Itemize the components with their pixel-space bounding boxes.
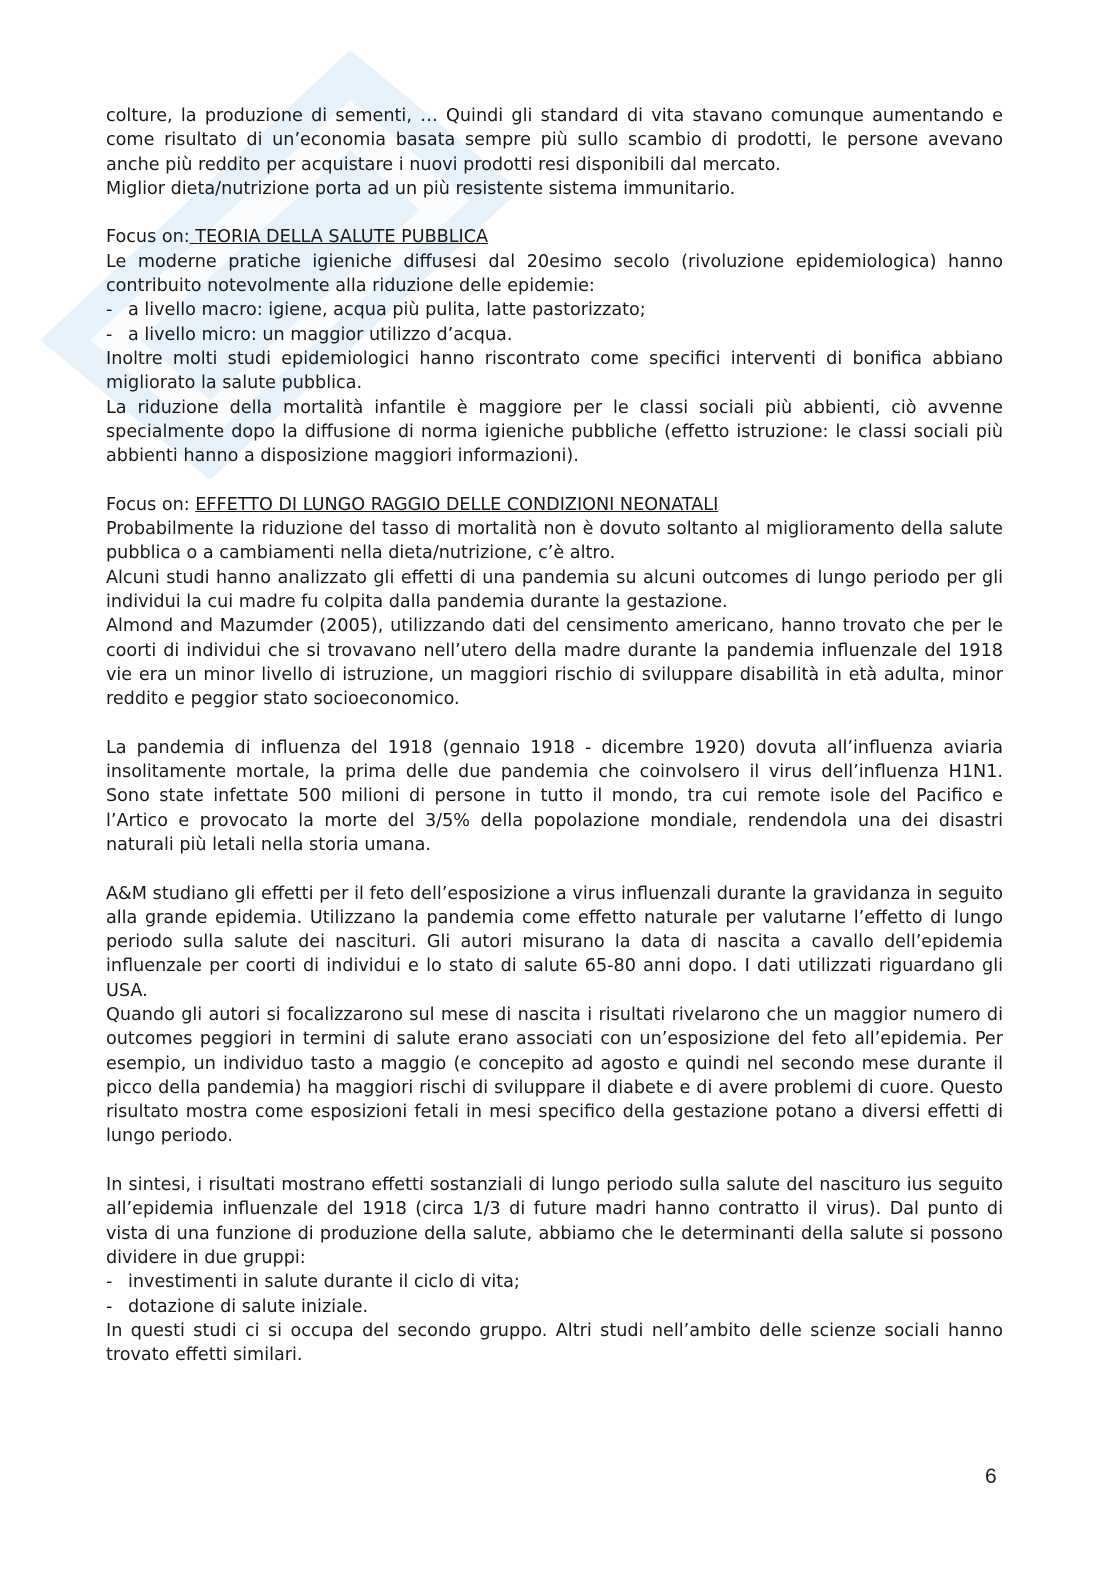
bullet-list: [106, 298, 1003, 347]
paragraph: Quando gli autori si focalizzarono sul mese di nascita i risultati rivelarono che un maggior numero di outcomes peggiori in termini di salute erano associati con un’esposizione del feto all’epidemia. Per esempio, un individuo tasto a maggio (e concepito ad agosto e quindi nel secondo mese durante il picco della pandemia) ha maggiori rischi di sviluppare il diabete e di avere problemi di cuore. Questo risultato mostra come esposizioni fetali in mesi specifico della gestazione potano a diversi effetti di lungo periodo.: [106, 1004, 1003, 1147]
document-body: [106, 104, 1003, 1367]
page-number: 6: [985, 1465, 997, 1488]
focus-title: EFFETTO DI LUNGO RAGGIO DELLE CONDIZIONI NEONATALI: [195, 494, 719, 515]
focus-prefix: Focus on:: [106, 227, 190, 248]
list-item-text: dotazione di salute iniziale.: [128, 1296, 369, 1317]
paragraph: Almond and Mazumder (2005), utilizzando dati del censimento americano, hanno trovato che per le coorti di individui che si trovavano nell’utero della madre durante la pandemia influenzale del 1918 vie era un minor livello di istruzione, un maggiori rischio di sviluppare disabilità in età adulta, minor reddito e peggior stato socioeconomico.: [106, 616, 1003, 710]
paragraph: In sintesi, i risultati mostrano effetti sostanziali di lungo periodo sulla salute del nascituro ius seguito all’epidemia influenzale del 1918 (circa 1/3 di future madri hanno contratto il virus). Dal punto di vista di una funzione di produzione della salute, abbiamo che le determinanti della salute si possono dividere in due gruppi:: [106, 1175, 1003, 1268]
bullet-dash: -: [106, 300, 113, 321]
bullet-dash: -: [106, 324, 113, 345]
focus-title: TEORIA DELLA SALUTE PUBBLICA: [189, 227, 489, 248]
paragraph: Miglior dieta/nutrizione porta ad un più resistente sistema immunitario.: [106, 178, 736, 199]
list-item: [106, 1270, 1003, 1294]
bullet-dash: -: [106, 1296, 113, 1317]
paragraph: colture, la produzione di sementi, … Quindi gli standard di vita stavano comunque aumentando e come risultato di un’economia basata sempre più sullo scambio di prodotti, le persone avevano anche più reddito per acquistare i nuovi prodotti resi disponibili dal mercato.: [106, 106, 1003, 175]
list-item-text: investimenti in salute durante il ciclo di vita;: [128, 1272, 520, 1293]
list-item-text: a livello micro: un maggior utilizzo d’acqua.: [128, 324, 513, 345]
bullet-list: [106, 1270, 1003, 1319]
paragraph: In questi studi ci si occupa del secondo gruppo. Altri studi nell’ambito delle scienze sociali hanno trovato effetti similari.: [106, 1320, 1003, 1366]
paragraph: Alcuni studi hanno analizzato gli effetti di una pandemia su alcuni outcomes di lungo periodo per gli individui la cui madre fu colpita dalla pandemia durante la gestazione.: [106, 567, 1003, 612]
paragraph: Inoltre molti studi epidemiologici hanno riscontrato come specifici interventi di bonifica abbiano migliorato la salute pubblica.: [106, 348, 1003, 394]
paragraph: La pandemia di influenza del 1918 (gennaio 1918 - dicembre 1920) dovuta all’influenza aviaria insolitamente mortale, la prima delle due pandemia che coinvolsero il virus dell’influenza H1N1. Sono state infettate 500 milioni di persone in tutto il mondo, tra cui remote isole del Pacifico e l’Artico e provocato la morte del 3/5% della popolazione mondiale, rendendola una dei disastri naturali più letali nella storia umana.: [106, 737, 1003, 855]
list-item: [106, 1295, 1003, 1319]
list-item: [106, 323, 1003, 347]
paragraph: A&M studiano gli effetti per il feto dell’esposizione a virus influenzali durante la gravidanza in seguito alla grande epidemia. Utilizzano la pandemia come effetto naturale per valutarne l’effetto di lungo periodo sulla salute dei nascituri. Gli autori misurano la data di nascita a cavallo dell’epidemia influenzale per coorti di individui e lo stato di salute 65-80 anni dopo. I dati utilizzati riguardano gli USA.: [106, 883, 1003, 1001]
paragraph: La riduzione della mortalità infantile è maggiore per le classi sociali più abbienti, ciò avvenne specialmente dopo la diffusione di norma igieniche pubbliche (effetto istruzione: le classi sociali più abbienti hanno a disposizione maggiori informazioni).: [106, 397, 1003, 467]
focus-heading-public-health: [106, 225, 1003, 249]
focus-prefix: Focus on:: [106, 494, 190, 515]
focus-heading-neonatal-conditions: [106, 493, 1003, 517]
paragraph: Le moderne pratiche igieniche diffusesi dal 20esimo secolo (rivoluzione epidemiologica) hanno contribuito notevolmente alla riduzione delle epidemie:: [106, 251, 1003, 297]
bullet-dash: -: [106, 1272, 113, 1293]
paragraph: Probabilmente la riduzione del tasso di mortalità non è dovuto soltanto al miglioramento della salute pubblica o a cambiamenti nella dieta/nutrizione, c’è altro.: [106, 519, 1003, 564]
list-item-text: a livello macro: igiene, acqua più pulita, latte pastorizzato;: [128, 300, 646, 321]
list-item: [106, 298, 1003, 322]
